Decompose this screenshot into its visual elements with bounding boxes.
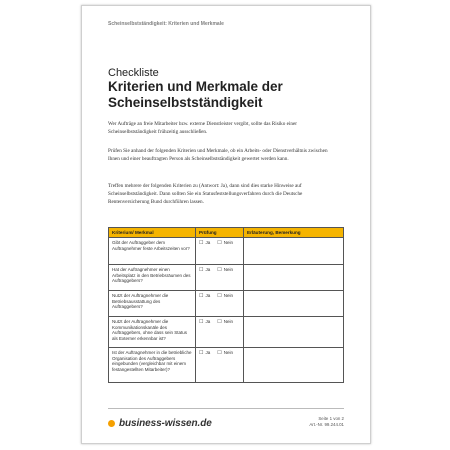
- criterion-cell: Hat der Auftragnehmer einen Arbeitsplatz in den Betriebsräumen des Auftraggebers?: [109, 265, 196, 291]
- column-header-check: Prüfung: [196, 228, 244, 238]
- table-row: [109, 291, 344, 317]
- criterion-cell: Nutzt der Auftragnehmer die Betriebsausstattung des Auftraggebers?: [109, 291, 196, 317]
- check-cell: [196, 317, 244, 348]
- instruction-paragraph: Prüfen Sie anhand der folgenden Kriterien und Merkmale, ob ein Arbeits- oder Dienstverhältnis zwischen Ihnen und einer beauftragten Person als Scheinselbstständigkeit gewertet werden kann.: [108, 148, 328, 163]
- note-cell[interactable]: [244, 291, 344, 317]
- article-number: Art.-Nr. 99.244.01: [309, 422, 344, 427]
- table-row: [109, 348, 344, 383]
- table-header-row: [109, 228, 344, 238]
- option-no-label: Nein: [223, 267, 233, 272]
- note-cell[interactable]: [244, 265, 344, 291]
- document-title: Kriterien und Merkmale der Scheinselbstständigkeit: [108, 79, 283, 110]
- check-cell: [196, 348, 244, 383]
- document-kicker: Checkliste: [108, 67, 159, 79]
- option-yes-label: Ja: [205, 267, 211, 272]
- option-yes-label: Ja: [205, 319, 211, 324]
- orange-dot-icon: [108, 420, 115, 427]
- brand-logo[interactable]: [108, 417, 212, 429]
- empty-checkbox-icon[interactable]: ☐: [217, 267, 222, 273]
- option-yes-label: Ja: [205, 293, 211, 298]
- option-yes-label: Ja: [205, 240, 211, 245]
- column-header-criterion: Kriterium/ Merkmal: [109, 228, 196, 238]
- note-cell[interactable]: [244, 348, 344, 383]
- empty-checkbox-icon[interactable]: ☐: [199, 350, 204, 356]
- empty-checkbox-icon[interactable]: ☐: [199, 293, 204, 299]
- empty-checkbox-icon[interactable]: ☐: [217, 293, 222, 299]
- empty-checkbox-icon[interactable]: ☐: [199, 319, 204, 325]
- running-header: Scheinselbstständigkeit: Kriterien und Merkmale: [108, 21, 224, 27]
- document-page: [81, 5, 371, 444]
- check-cell: [196, 291, 244, 317]
- option-yes-label: Ja: [205, 350, 211, 355]
- table-row: [109, 265, 344, 291]
- option-no-label: Nein: [223, 293, 233, 298]
- page-info: [309, 416, 344, 428]
- empty-checkbox-icon[interactable]: ☐: [199, 267, 204, 273]
- criterion-cell: Gibt der Auftraggeber dem Auftragnehmer feste Arbeitszeiten vor?: [109, 238, 196, 265]
- option-no-label: Nein: [223, 319, 233, 324]
- empty-checkbox-icon[interactable]: ☐: [217, 350, 222, 356]
- brand-name: business-wissen.de: [119, 417, 212, 429]
- table-row: [109, 238, 344, 265]
- empty-checkbox-icon[interactable]: ☐: [217, 319, 222, 325]
- option-no-label: Nein: [223, 240, 233, 245]
- option-no-label: Nein: [223, 350, 233, 355]
- criteria-table: [108, 227, 344, 383]
- empty-checkbox-icon[interactable]: ☐: [217, 240, 222, 246]
- empty-checkbox-icon[interactable]: ☐: [199, 240, 204, 246]
- note-cell[interactable]: [244, 317, 344, 348]
- footer-divider: [108, 408, 344, 409]
- check-cell: [196, 238, 244, 265]
- table-row: [109, 317, 344, 348]
- intro-paragraph: Wer Aufträge an freie Mitarbeiter bzw. externe Dienstleister vergibt, sollte das Risiko einer Scheinselbstständigkeit frühzeitig ausschließen.: [108, 121, 298, 136]
- criterion-cell: Nutzt der Auftragnehmer die Kommunikationskanäle des Auftraggebers, ohne dass sein Status als Externer erkennbar ist?: [109, 317, 196, 348]
- page-number: Seite 1 von 2: [318, 416, 344, 421]
- check-cell: [196, 265, 244, 291]
- column-header-notes: Erläuterung, Bemerkung: [244, 228, 344, 238]
- criterion-cell: Ist der Auftragnehmer in die betriebliche Organisation des Auftraggebers eingebunden (vergleichbar mit einem festangestellten Mitarbeiter)?: [109, 348, 196, 383]
- hint-paragraph: Treffen mehrere der folgenden Kriterien zu (Antwort: Ja), dann sind dies starke Hinweise auf Scheinselbstständigkeit. Dann sollten Sie ein Statusfeststellungsverfahren durch die Deutsche Rentenversicherung Bund durchführen lassen.: [108, 183, 303, 206]
- note-cell[interactable]: [244, 238, 344, 265]
